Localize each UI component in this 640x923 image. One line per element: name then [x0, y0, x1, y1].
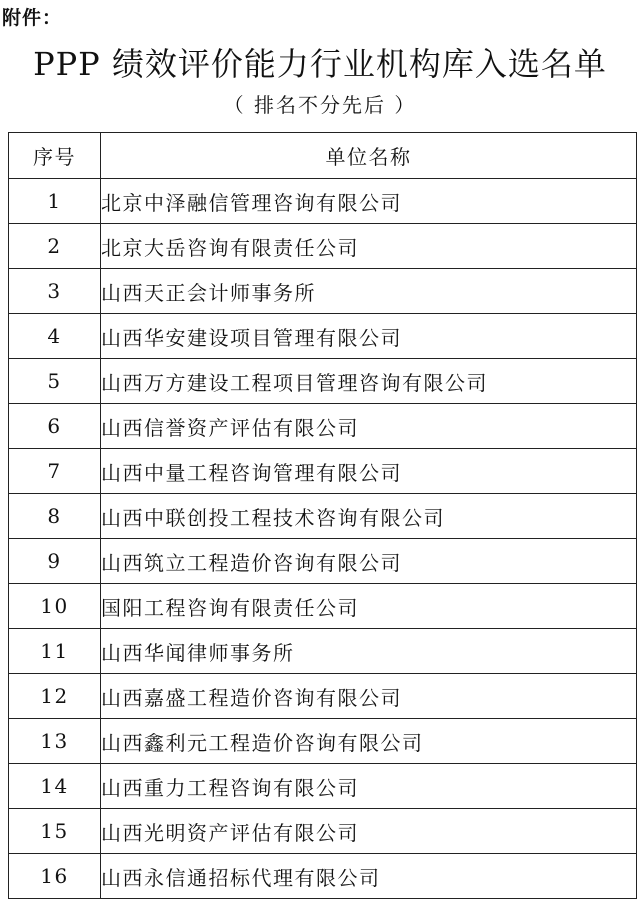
row-number: 10 — [9, 584, 101, 629]
unit-name: 山西鑫利元工程造价咨询有限公司 — [101, 719, 637, 764]
row-number: 13 — [9, 719, 101, 764]
header-serial-number: 序号 — [9, 133, 101, 179]
row-number: 3 — [9, 269, 101, 314]
row-number: 2 — [9, 224, 101, 269]
table-row — [9, 404, 637, 449]
unit-name: 北京中泽融信管理咨询有限公司 — [101, 179, 637, 224]
table-row — [9, 854, 637, 899]
table-row — [9, 584, 637, 629]
table-row — [9, 314, 637, 359]
row-number: 6 — [9, 404, 101, 449]
document-subtitle: （ 排名不分先后 ） — [223, 93, 417, 117]
unit-name: 山西永信通招标代理有限公司 — [101, 854, 637, 899]
unit-name: 山西华安建设项目管理有限公司 — [101, 314, 637, 359]
unit-name: 北京大岳咨询有限责任公司 — [101, 224, 637, 269]
unit-name: 山西中量工程咨询管理有限公司 — [101, 449, 637, 494]
row-number: 7 — [9, 449, 101, 494]
table-row — [9, 674, 637, 719]
attachment-label: 附件： — [2, 7, 63, 29]
table-row — [9, 764, 637, 809]
table-row — [9, 494, 637, 539]
row-number: 8 — [9, 494, 101, 539]
document-title: PPP 绩效评价能力行业机构库入选名单 — [33, 45, 607, 83]
unit-name: 山西华闻律师事务所 — [101, 629, 637, 674]
table-row — [9, 269, 637, 314]
unit-name: 山西中联创投工程技术咨询有限公司 — [101, 494, 637, 539]
unit-name: 山西嘉盛工程造价咨询有限公司 — [101, 674, 637, 719]
unit-name: 山西筑立工程造价咨询有限公司 — [101, 539, 637, 584]
table-header-row — [9, 133, 637, 179]
table-row — [9, 719, 637, 764]
unit-name: 国阳工程咨询有限责任公司 — [101, 584, 637, 629]
unit-name: 山西天正会计师事务所 — [101, 269, 637, 314]
row-number: 15 — [9, 809, 101, 854]
row-number: 16 — [9, 854, 101, 899]
table-row — [9, 809, 637, 854]
unit-name: 山西万方建设工程项目管理咨询有限公司 — [101, 359, 637, 404]
unit-name: 山西重力工程咨询有限公司 — [101, 764, 637, 809]
row-number: 9 — [9, 539, 101, 584]
row-number: 5 — [9, 359, 101, 404]
unit-name: 山西光明资产评估有限公司 — [101, 809, 637, 854]
table-row — [9, 629, 637, 674]
row-number: 4 — [9, 314, 101, 359]
unit-name: 山西信誉资产评估有限公司 — [101, 404, 637, 449]
table-row — [9, 539, 637, 584]
header-unit-name: 单位名称 — [101, 133, 637, 179]
row-number: 12 — [9, 674, 101, 719]
table-row — [9, 359, 637, 404]
table-row — [9, 179, 637, 224]
row-number: 14 — [9, 764, 101, 809]
table-row — [9, 449, 637, 494]
table-row — [9, 224, 637, 269]
row-number: 1 — [9, 179, 101, 224]
row-number: 11 — [9, 629, 101, 674]
institution-table — [8, 132, 637, 899]
